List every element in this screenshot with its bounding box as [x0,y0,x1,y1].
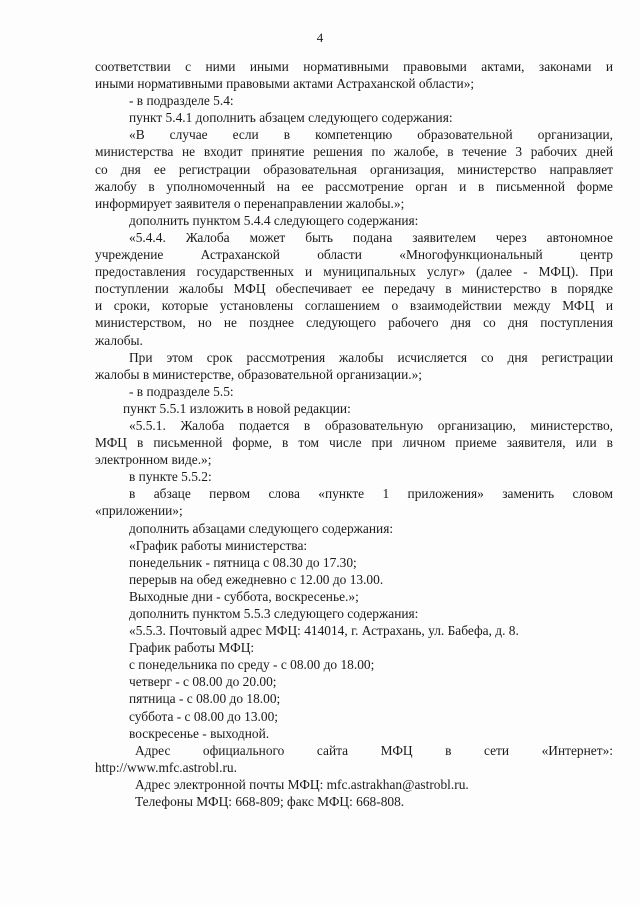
text-line: предоставления государственных и муниципальных услуг» (далее - МФЦ). При [95,264,613,280]
text-line: http://www.mfc.astrobl.ru. [95,759,237,775]
text-line: пункт 5.5.1 изложить в новой редакции: [123,400,351,416]
text-line: «5.5.3. Почтовый адрес МФЦ: 414014, г. Астрахань, ул. Бабефа, д. 8. [129,623,519,639]
text-line: дополнить пунктом 5.5.3 следующего содержания: [129,606,419,621]
text-line: Выходные дни - суббота, воскресенье.»; [129,588,359,604]
text-line: пятница - с 08.00 до 18.00; [129,691,281,707]
text-line: «5.5.1. Жалоба подается в образовательную организацию, министерство, [129,417,613,433]
text-line: понедельник - пятница с 08.30 до 17.30; [129,554,357,570]
text-line: в абзаце первом слова «пункте 1 приложения» заменить словом [129,486,613,502]
text-line: учреждение Астраханской области «Многофункциональный центр [95,247,613,263]
text-line: соответствии с ними иными нормативными правовыми актами, законами и [95,59,613,74]
text-line: жалобы. [95,332,143,348]
text-line: Адрес электронной почты МФЦ: mfc.astrakhan@astrobl.ru. [135,776,469,792]
page-number: 4 [316,30,324,45]
text-line: «5.4.4. Жалоба может быть подана заявителем через автономное [129,229,613,245]
text-line: со дня ее регистрации образовательная организация, министерство направляет [95,161,613,177]
text-line: министерства не входит принятие решения по жалобе, в течение 3 рабочих дней [95,144,613,160]
text-line: суббота - с 08.00 до 13.00; [129,708,279,724]
text-line: в пункте 5.5.2: [129,469,212,485]
text-line: иными нормативными правовыми актами Астраханской области»; [95,76,475,92]
text-line: воскресенье - выходной. [129,725,270,741]
text-line: министерством, но не позднее следующего рабочего дня со дня поступления [95,315,613,331]
text-line: с понедельника по среду - с 08.00 до 18.00; [129,657,375,673]
text-line: информирует заявителя о перенаправлении жалобы.»; [95,195,405,211]
text-line: «График работы министерства: [129,537,308,553]
text-line: При этом срок рассмотрения жалобы исчисляется со дня регистрации [129,349,613,365]
text-line: пункт 5.4.1 дополнить абзацем следующего содержания: [129,110,453,126]
text-line: и сроки, которые установлены соглашением о взаимодействии между МФЦ и [95,298,613,314]
text-line: дополнить пунктом 5.4.4 следующего содержания: [129,212,419,228]
text-line: - в подразделе 5.5: [129,383,234,399]
text-line: Телефоны МФЦ: 668-809; факс МФЦ: 668-808. [135,794,405,810]
text-line: четверг - с 08.00 до 20.00; [129,674,277,690]
text-line: МФЦ в письменной форме, в том числе при личном приеме заявителя, или в [95,435,613,451]
text-line: дополнить абзацами следующего содержания: [129,520,394,536]
text-line: - в подразделе 5.4: [129,93,234,109]
text-line: График работы МФЦ: [129,640,255,656]
text-line: перерыв на обед ежедневно с 12.00 до 13.00. [129,571,384,587]
text-line: «В случае если в компетенцию образовательной организации, [129,127,613,143]
text-line: поступлении жалобы МФЦ обеспечивает ее передачу в министерство в порядке [95,281,613,297]
text-line: жалобы в министерстве, образовательной организации.»; [95,366,423,382]
text-line: электронном виде.»; [95,452,212,468]
document-body [95,58,613,810]
text-line: Адрес официального сайта МФЦ в сети «Интернет»: [135,742,613,758]
text-line: жалобу в уполномоченный на ее рассмотрение орган и в письменной форме [95,178,613,194]
text-line: «приложении»; [95,503,183,519]
